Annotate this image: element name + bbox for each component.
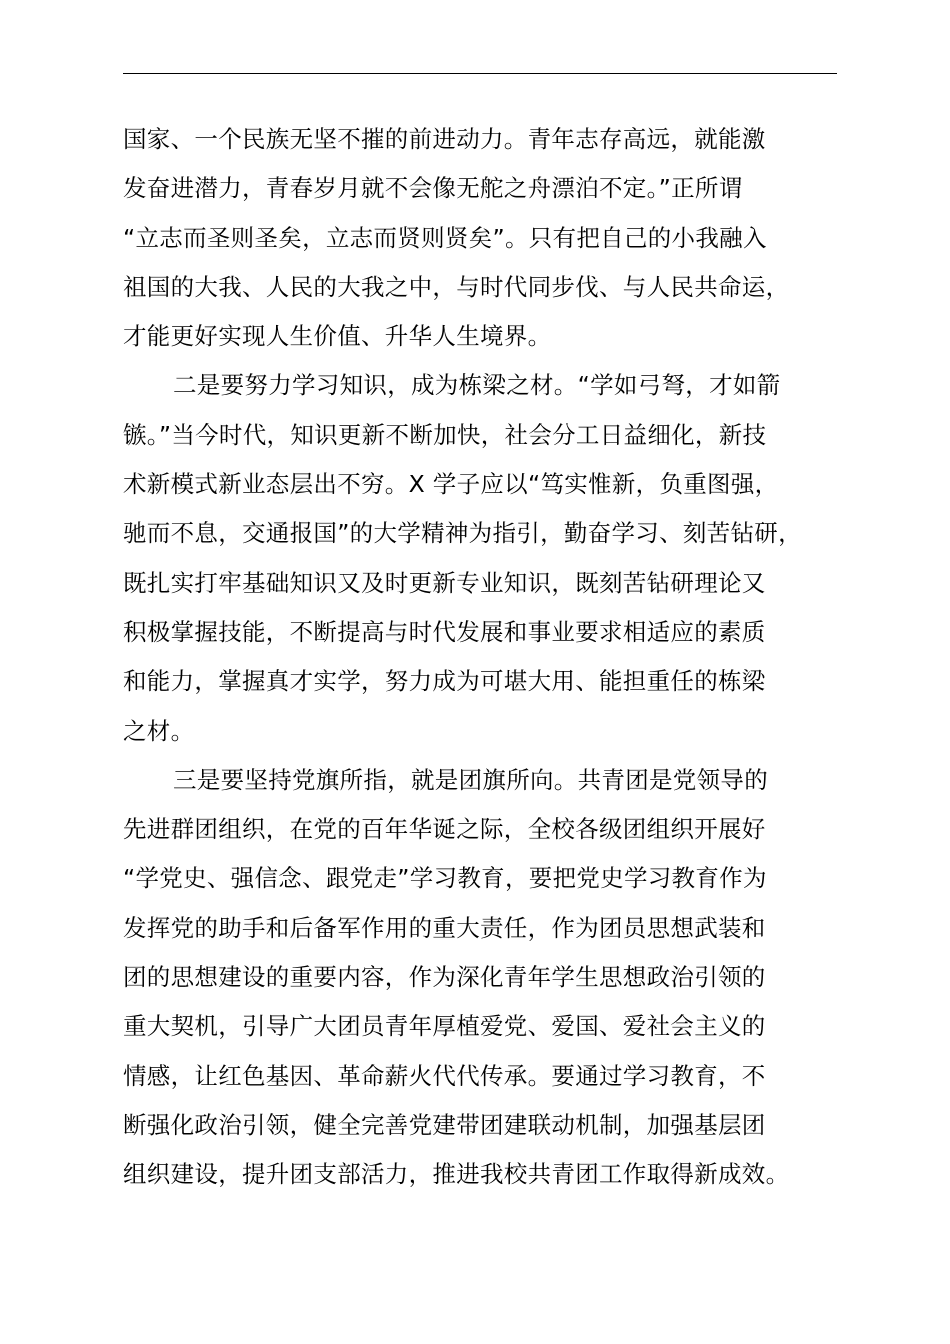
text-line: 组织建设，提升团支部活力，推进我校共青团工作取得新成效。 xyxy=(123,1160,790,1189)
text-line: 国家、一个民族无坚不摧的前进动力。青年志存高远，就能激 xyxy=(123,125,766,153)
text-line: 和能力，掌握真才实学，努力成为可堪大用、能担重任的栋梁 xyxy=(123,667,766,696)
text-line: 发挥党的助手和后备军作用的重大责任，作为团员思想武装和 xyxy=(123,913,766,942)
text-line: 断强化政治引领，健全完善党建带团建联动机制，加强基层团 xyxy=(123,1110,766,1139)
text-line: 既扎实打牢基础知识又及时更新专业知识，既刻苦钻研理论又 xyxy=(123,568,766,597)
text-line: 情感，让红色基因、革命薪火代代传承。要通过学习教育，不 xyxy=(123,1061,766,1090)
text-line: 镞。”当今时代，知识更新不断加快，社会分工日益细化，新技 xyxy=(123,420,767,449)
text-line: 术新模式新业态层出不穷。X 学子应以“笃实惟新，负重图强， xyxy=(123,470,779,499)
text-line: 祖国的大我、人民的大我之中，与时代同步伐、与人民共命运， xyxy=(123,272,790,301)
document-body xyxy=(123,115,863,1200)
text-line: 驰而不息，交通报国”的大学精神为指引，勤奋学习、刻苦钻研， xyxy=(123,519,802,548)
header-rule xyxy=(123,73,837,74)
text-line: 积极掌握技能，不断提高与时代发展和事业要求相适应的素质 xyxy=(123,617,766,646)
text-line: 重大契机，引导广大团员青年厚植爱党、爱国、爱社会主义的 xyxy=(123,1012,766,1041)
text-line: 之材。 xyxy=(123,716,195,745)
text-line: “学党史、强信念、跟党走”学习教育，要把党史学习教育作为 xyxy=(123,864,767,893)
text-line: 团的思想建设的重要内容，作为深化青年学生思想政治引领的 xyxy=(123,963,766,992)
paragraph-start-line: 二是要努力学习知识，成为栋梁之材。“学如弓弩，才如箭 xyxy=(173,371,781,400)
text-line: 先进群团组织，在党的百年华诞之际，全校各级团组织开展好 xyxy=(123,815,766,844)
text-line: 才能更好实现人生价值、升华人生境界。 xyxy=(123,322,552,351)
paragraph-start-line: 三是要坚持党旗所指，就是团旗所向。共青团是党领导的 xyxy=(173,765,768,794)
text-line: “立志而圣则圣矣，立志而贤则贤矣”。只有把自己的小我融入 xyxy=(123,223,767,252)
text-line: 发奋进潜力，青春岁月就不会像无舵之舟漂泊不定。”正所谓 xyxy=(123,174,743,203)
